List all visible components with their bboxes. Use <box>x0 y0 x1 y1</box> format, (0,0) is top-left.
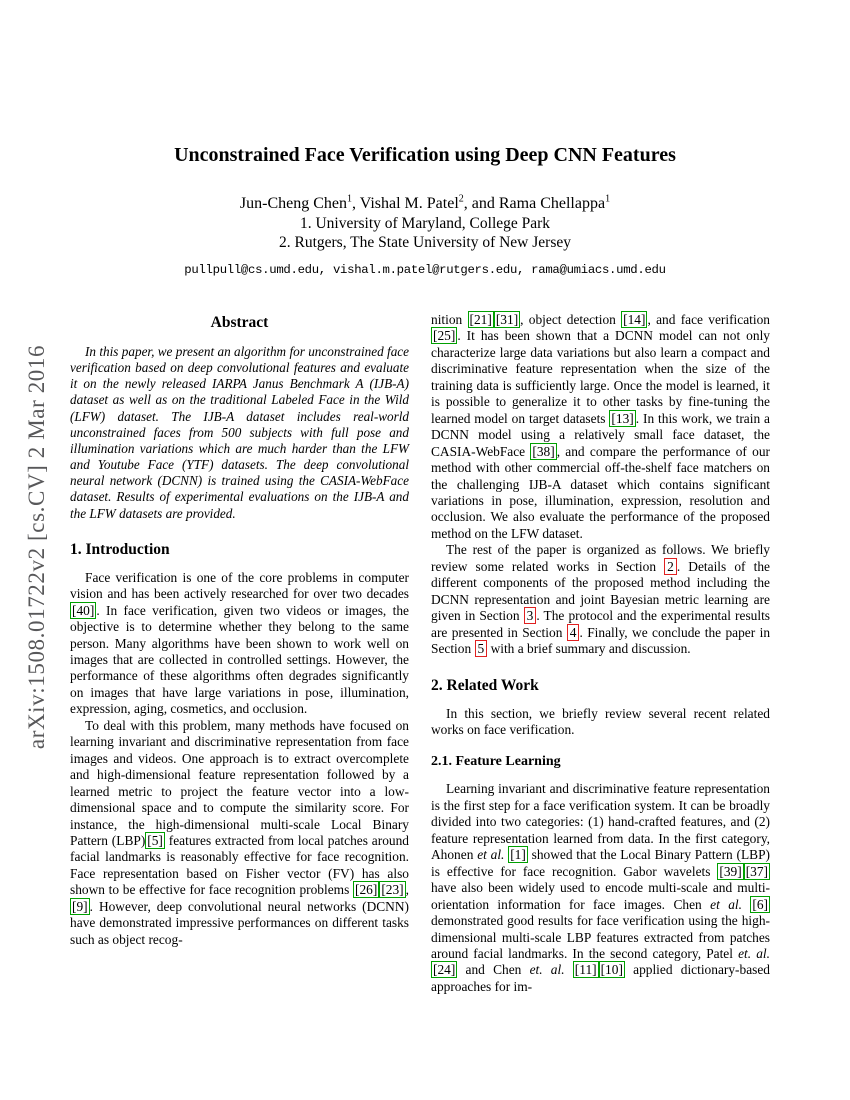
italic-text: et al. <box>710 896 742 912</box>
citation-link[interactable]: [10] <box>600 962 623 978</box>
related-work-heading: 2. Related Work <box>431 676 539 694</box>
italic-text: et. al. <box>529 962 565 978</box>
author-affiliation-superscript: 1 <box>347 193 353 205</box>
citation-link[interactable]: [5] <box>147 832 163 848</box>
citation-link[interactable]: [31] <box>495 312 519 327</box>
citation-link[interactable]: [13] <box>611 410 634 426</box>
continuation-paragraph: nition [21] [31] , object detection [14] , and face verification [25] . It has been shown that a DCNN model can not only characterize large data variations but also learn a compact and discriminative feature representation when the size of the training data is sufficiently large. Once the model is learned, it is possible to generalize it to other tasks by fine-tuning the learned model on target datasets [13] . In this work, we train a DCNN model using a relatively small face dataset, the CASIA-WebFace [38] , and compare the performance of our method with other commercial off-the-shelf face matchers on the challenging IJB-A dataset which contains significant variations in pose, illumination, expression, resolution and occlusion. We also evaluate the performance of the proposed method on the LFW dataset. <box>431 312 770 541</box>
citation-link[interactable]: [14] <box>623 312 646 327</box>
paper-outline-paragraph: The rest of the paper is organized as follows. We briefly review some related works in Section 2 . Details of the different components of the proposed method including the DCNN representation and joint Bayesian metric learning are given in Section 3 . The protocol and the experimental results are presented in Section 4 . Finally, we conclude the paper in Section 5 with a brief summary and discussion. <box>431 542 771 657</box>
abstract-text: In this paper, we present an algorithm for unconstrained face verification based on deep convolutional features and evaluate it on the newly released IARPA Janus Benchmark A (IJB-A) dataset as well as on the traditional Labeled Face in the Wild (LFW) dataset. The IJB-A dataset includes real-world unconstrained faces from 500 subjects with full pose and illumination variations which are much harder than the LFW and Youtube Face (YTF) datasets. The deep convolutional neural network (DCNN) is trained using the CASIA-WebFace dataset. Results of experimental evaluations on the IJB-A and the LFW datasets are provided. <box>70 344 409 521</box>
section-ref-link[interactable]: 3 <box>524 607 537 624</box>
intro-paragraph-2: To deal with this problem, many methods have focused on learning invariant and discriminative representation from face images and videos. One approach is to extract overcomplete and high-dimensional feature representation followed by a learned metric to project the feature vector into a low-dimensional space and to compute the similarity score. For instance, the high-dimensional multi-scale Local Binary Pattern (LBP) [5] features extracted from local patches around facial landmarks is reasonably effective for face recognition. Face representation based on Fisher vector (FV) has also shown to be effective for face recognition problems [26] [23] , [9] . However, deep convolutional neural networks (DCNN) have demonstrated impressive performances on different tasks such as object recog- <box>70 717 409 947</box>
citation-link[interactable]: [39] <box>719 863 742 879</box>
right-column <box>431 312 770 995</box>
arxiv-stamp: arXiv:1508.01722v2 [cs.CV] 2 Mar 2016 <box>24 344 49 750</box>
citation-link[interactable]: [1] <box>510 847 526 863</box>
related-work-intro: In this section, we briefly review several recent related works on face verification. <box>431 705 770 737</box>
citation-link[interactable]: [25] <box>433 328 456 344</box>
author-affiliation-superscript: 1 <box>605 193 611 205</box>
citation-link[interactable]: [23] <box>381 882 404 898</box>
citation-link[interactable]: [9] <box>72 898 88 914</box>
citation-link[interactable]: [26] <box>355 882 378 898</box>
italic-text: et. al. <box>738 945 770 961</box>
abstract-heading: Abstract <box>210 314 269 331</box>
left-column <box>70 312 409 948</box>
intro-paragraph-1: Face verification is one of the core problems in computer vision and has been actively researched for over two decades [40] . In face verification, given two videos or images, the objective is to determine whether they belong to the same person. Many algorithms have been shown to work well on images that are collected in controlled settings. However, the performance of these algorithms often degrades significantly on images that have large variations in pose, illumination, expression, aging, cosmetics, and occlusion. <box>70 569 409 717</box>
section-ref-link[interactable]: 5 <box>475 640 488 657</box>
citation-link[interactable]: [37] <box>745 863 768 879</box>
authors-line: Jun-Cheng Chen$^1$, Vishal M. Patel$^2$, and Rama Chellappa$^1$ <box>239 193 611 212</box>
author-block <box>0 194 850 252</box>
author-affiliation-superscript: 2 <box>458 193 464 205</box>
affiliation-1: 1. University of Maryland, College Park <box>299 215 551 232</box>
section-ref-link[interactable]: 2 <box>664 558 677 575</box>
citation-link[interactable]: [38] <box>532 443 555 459</box>
section-ref-link[interactable]: 4 <box>567 624 580 641</box>
feature-learning-heading: 2.1. Feature Learning <box>431 754 561 770</box>
emails-line: pullpull@cs.umd.edu, vishal.m.patel@rutgers.edu, rama@umiacs.umd.edu <box>184 263 666 277</box>
feature-learning-paragraph: Learning invariant and discriminative feature representation is the first step for a face verification system. It can be broadly divided into two categories: (1) hand-crafted features, and (2) feature representation learned from data. In the first category, Ahonen et al. [1] showed that the Local Binary Pattern (LBP) is effective for face recognition. Gabor wavelets [39] [37] have also been widely used to encode multi-scale and multi-orientation information for face images. Chen et al. [6] demonstrated good results for face verification using the high-dimensional multi-scale LBP features extracted from patches around facial landmarks. In the second category, Patel et. al. [24] and Chen et. al. [11] [10] applied dictionary-based approaches for im- <box>431 781 770 994</box>
intro-heading: 1. Introduction <box>70 540 170 558</box>
affiliation-2: 2. Rutgers, The State University of New Jersey <box>278 234 571 251</box>
paper-title: Unconstrained Face Verification using Deep CNN Features <box>174 144 676 166</box>
citation-link[interactable]: [6] <box>752 896 768 912</box>
citation-link[interactable]: [40] <box>72 602 95 618</box>
citation-link[interactable]: [11] <box>574 962 597 978</box>
italic-text: et al. <box>477 847 505 863</box>
citation-link[interactable]: [21] <box>469 312 492 327</box>
citation-link[interactable]: [24] <box>433 962 456 978</box>
